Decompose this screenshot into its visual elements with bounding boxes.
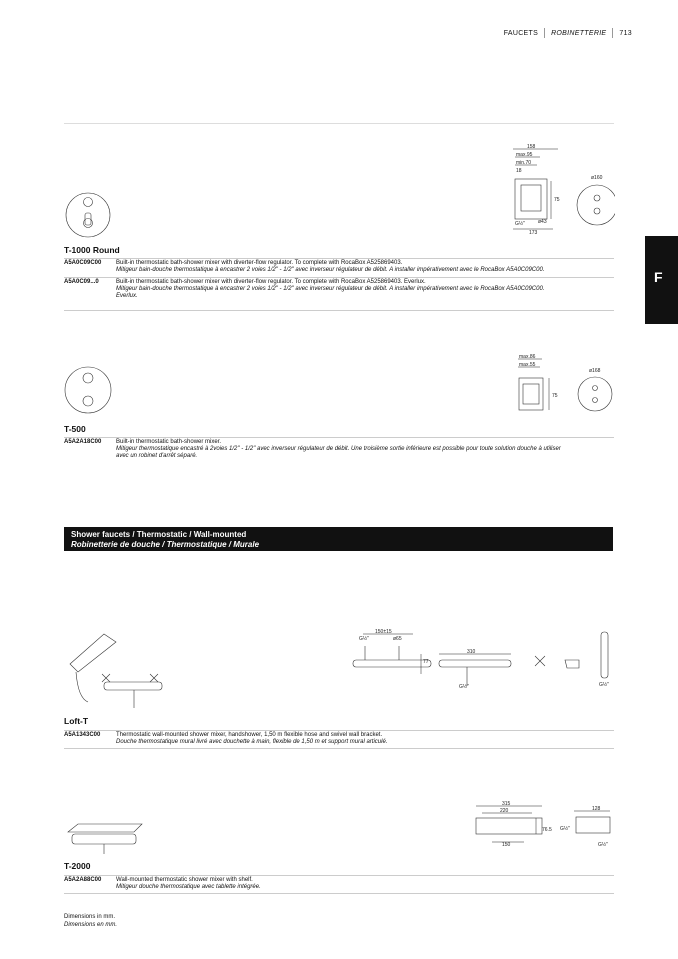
row-divider: [64, 310, 614, 311]
dim-label: min.70: [516, 160, 532, 166]
dim-label: max.86: [519, 354, 536, 360]
section-fr: ROBINETTERIE: [551, 29, 607, 37]
loft-t-product-image: [64, 628, 164, 710]
description-fr-2: Everlux.: [116, 293, 138, 299]
dim-label: G½": [359, 636, 369, 642]
dim-label: G½": [459, 684, 469, 690]
loft-t-dimension-drawing: [343, 626, 618, 706]
t2000-dimension-drawing: [470, 800, 618, 850]
row-divider: [64, 277, 614, 278]
footer-en: Dimensions in mm.: [64, 914, 116, 920]
description-en: Thermostatic wall-mounted shower mixer, handshower, 1,50 m flexible hose and swivel wall bracket.: [116, 732, 383, 738]
faceplate-outline: [66, 193, 110, 237]
dim-label: G½": [515, 221, 525, 227]
product-code: A5A1343C00: [64, 732, 101, 738]
section-tab-letter: F: [654, 269, 663, 285]
dim-label: G½": [599, 682, 609, 688]
product-code: A5A0C09C00: [64, 260, 102, 266]
dim-label: ø160: [591, 175, 603, 181]
footer-fr: Dimensions en mm.: [64, 922, 118, 928]
product-code: A5A2A18C00: [64, 439, 102, 445]
dim-label: ø168: [589, 368, 601, 374]
header-divider: [612, 28, 613, 38]
description-fr: Mitigeur thermostatique encastré à 2voies 1/2" - 1/2" avec inverseur régulateur de débit. Une troisième sortie inférieure est possible pour toute solution douche à utiliser: [116, 446, 561, 452]
hose: [76, 672, 88, 702]
handshower: [70, 634, 116, 672]
handle-left: [102, 674, 110, 682]
mixer-body-front: [439, 660, 511, 667]
description-en: Wall-mounted thermostatic shower mixer with shelf.: [116, 877, 253, 883]
description-fr: Douche thermostatique mural livré avec douchette à main, flexible de 1,50 m et support mural articulé.: [116, 739, 388, 745]
t1000-dimension-drawing: [505, 143, 615, 238]
table-row: [64, 439, 614, 467]
dim-label: 75: [554, 197, 560, 203]
description-en: Built-in thermostatic bath-shower mixer with diverter-flow regulator. To complete with RocaBox A525869403.: [116, 260, 403, 266]
dim-label: max.95: [516, 152, 533, 158]
row-divider: [64, 748, 614, 749]
table-row: [64, 732, 614, 750]
dim-label: G½": [598, 842, 608, 848]
dim-label: 158: [527, 144, 536, 150]
knob-top: [83, 373, 93, 383]
front-plate: [577, 185, 615, 225]
row-divider: [64, 730, 614, 731]
product-code: A5A0C09...0: [64, 279, 99, 285]
box-inner: [523, 384, 539, 404]
product-title: Loft-T: [64, 716, 89, 726]
section-en: FAUCETS: [503, 29, 539, 37]
divider: [64, 123, 614, 124]
mixer-body: [353, 660, 431, 667]
front-plate: [578, 377, 612, 411]
t500-product-image: [64, 364, 112, 416]
mixer-body: [72, 834, 136, 844]
dim-label: 77: [423, 659, 429, 665]
description-en: Built-in thermostatic bath-shower mixer with diverter-flow regulator. To complete with RocaBox A525869403. Everlux.: [116, 279, 426, 285]
dim-label: 75: [552, 393, 558, 399]
description-fr: Mitigeur bain-douche thermostatique à encastrer 2 voies 1/2" - 1/2" avec inverseur régulateur de débit. A installer impérativement avec le RocaBox A5A0C09C00.: [116, 286, 545, 292]
box-inner: [521, 185, 541, 211]
t500-dimension-drawing: [505, 352, 615, 418]
shelf: [68, 824, 142, 832]
dim-label: 128: [592, 806, 601, 812]
row-divider: [64, 437, 614, 438]
t2000-product-image: [64, 812, 144, 856]
description-en: Built-in thermostatic bath-shower mixer.: [116, 439, 222, 445]
dim-label: 150±15: [375, 629, 392, 635]
dim-label: 220: [500, 808, 509, 814]
knob-top: [84, 198, 93, 207]
section-tab: [645, 236, 678, 324]
dim-label: 150: [502, 842, 511, 848]
dim-label: ø65: [393, 636, 402, 642]
knob-bottom: [83, 396, 93, 406]
handshower-side: [601, 632, 608, 678]
page-header: [504, 28, 632, 38]
mixer-body: [476, 818, 542, 834]
box-outline: [519, 378, 543, 410]
handle-right: [150, 674, 158, 682]
table-row: [64, 279, 614, 309]
mixer-side: [576, 817, 610, 833]
page-number: 713: [619, 29, 632, 37]
product-title: T-500: [64, 424, 86, 434]
description-fr-2: avec un robinet d'arrêt séparé.: [116, 453, 198, 459]
product-code: A5A2A88C00: [64, 877, 102, 883]
banner-title-en: Shower faucets / Thermostatic / Wall-mounted: [71, 530, 247, 539]
product-title: T-2000: [64, 861, 91, 871]
banner-title-fr: Robinetterie de douche / Thermostatique / Murale: [71, 540, 260, 549]
dim-label: 76.5: [542, 827, 552, 833]
t1000-product-image: [64, 185, 112, 245]
dim-label: 315: [502, 801, 511, 807]
dim-label: ø43: [538, 219, 547, 225]
handle-side: [535, 656, 545, 666]
footer-note: [64, 913, 117, 929]
mixer-body: [104, 682, 162, 690]
dim-label: 310: [467, 649, 476, 655]
dim-label: 18: [516, 168, 522, 174]
row-divider: [64, 258, 614, 259]
table-row: [64, 877, 614, 895]
row-divider: [64, 893, 614, 894]
description-fr: Mitigeur douche thermostatique avec tablette intégrée.: [116, 884, 261, 890]
category-banner: [64, 527, 613, 551]
header-divider: [544, 28, 545, 38]
product-title: T-1000 Round: [64, 245, 120, 255]
row-divider: [64, 875, 614, 876]
description-fr: Mitigeur bain-douche thermostatique à encastrer 2 voies 1/2" - 1/2" avec inverseur régulateur de débit. A installer impérativement avec le RocaBox A5A0C09C00.: [116, 267, 545, 273]
dim-label: 173: [529, 230, 538, 236]
dim-label: G½": [560, 826, 570, 832]
wall-bracket: [565, 660, 579, 668]
dim-label: max.55: [519, 362, 536, 368]
